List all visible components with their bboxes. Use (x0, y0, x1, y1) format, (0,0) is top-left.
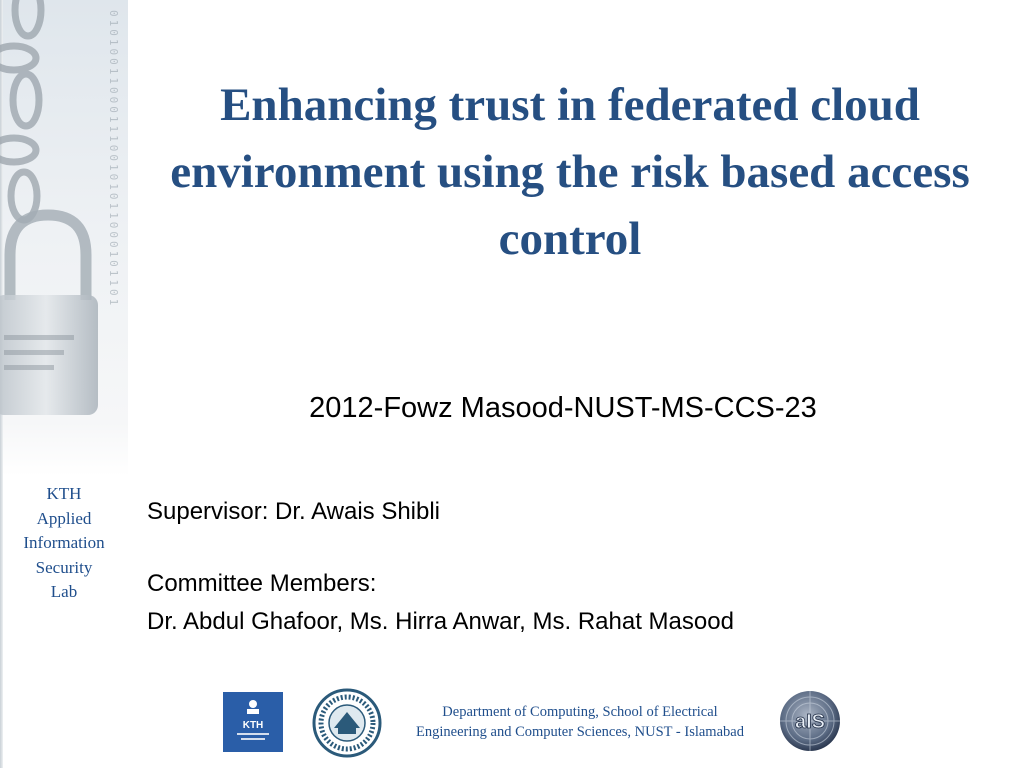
supervisor-line: Supervisor: Dr. Awais Shibli (147, 498, 441, 525)
chain-icon (0, 0, 41, 220)
sidebar-decoration (0, 0, 128, 768)
lab-name (4, 482, 124, 605)
kth-logo-text: KTH (242, 720, 264, 731)
binary-digits: 0101001100011100101011000101101 (107, 10, 120, 309)
committee-members: Dr. Abdul Ghafoor, Ms. Hirra Anwar, Ms. Rahat Masood (147, 608, 734, 635)
lab-line: Applied (36, 508, 92, 528)
lab-line: KTH (46, 484, 82, 503)
lab-line: Security (35, 557, 93, 577)
ais-logo-text: aIS (794, 711, 826, 733)
committee-label: Committee Members: (147, 570, 377, 597)
padlock-shackle-icon (10, 215, 86, 300)
student-id: 2012-Fowz Masood-NUST-MS-CCS-23 (309, 392, 817, 424)
kth-logo (223, 692, 283, 752)
department-name: Department of Computing, School of Electrical Engineering and Computer Sciences, NUST - Islamabad (416, 704, 744, 740)
nust-logo (312, 688, 382, 758)
slide-title: Enhancing trust in federated cloud environment using the risk based access control (170, 79, 970, 265)
lab-line: Information (23, 533, 105, 552)
ais-logo (779, 690, 841, 752)
lab-line: Lab (50, 582, 78, 601)
